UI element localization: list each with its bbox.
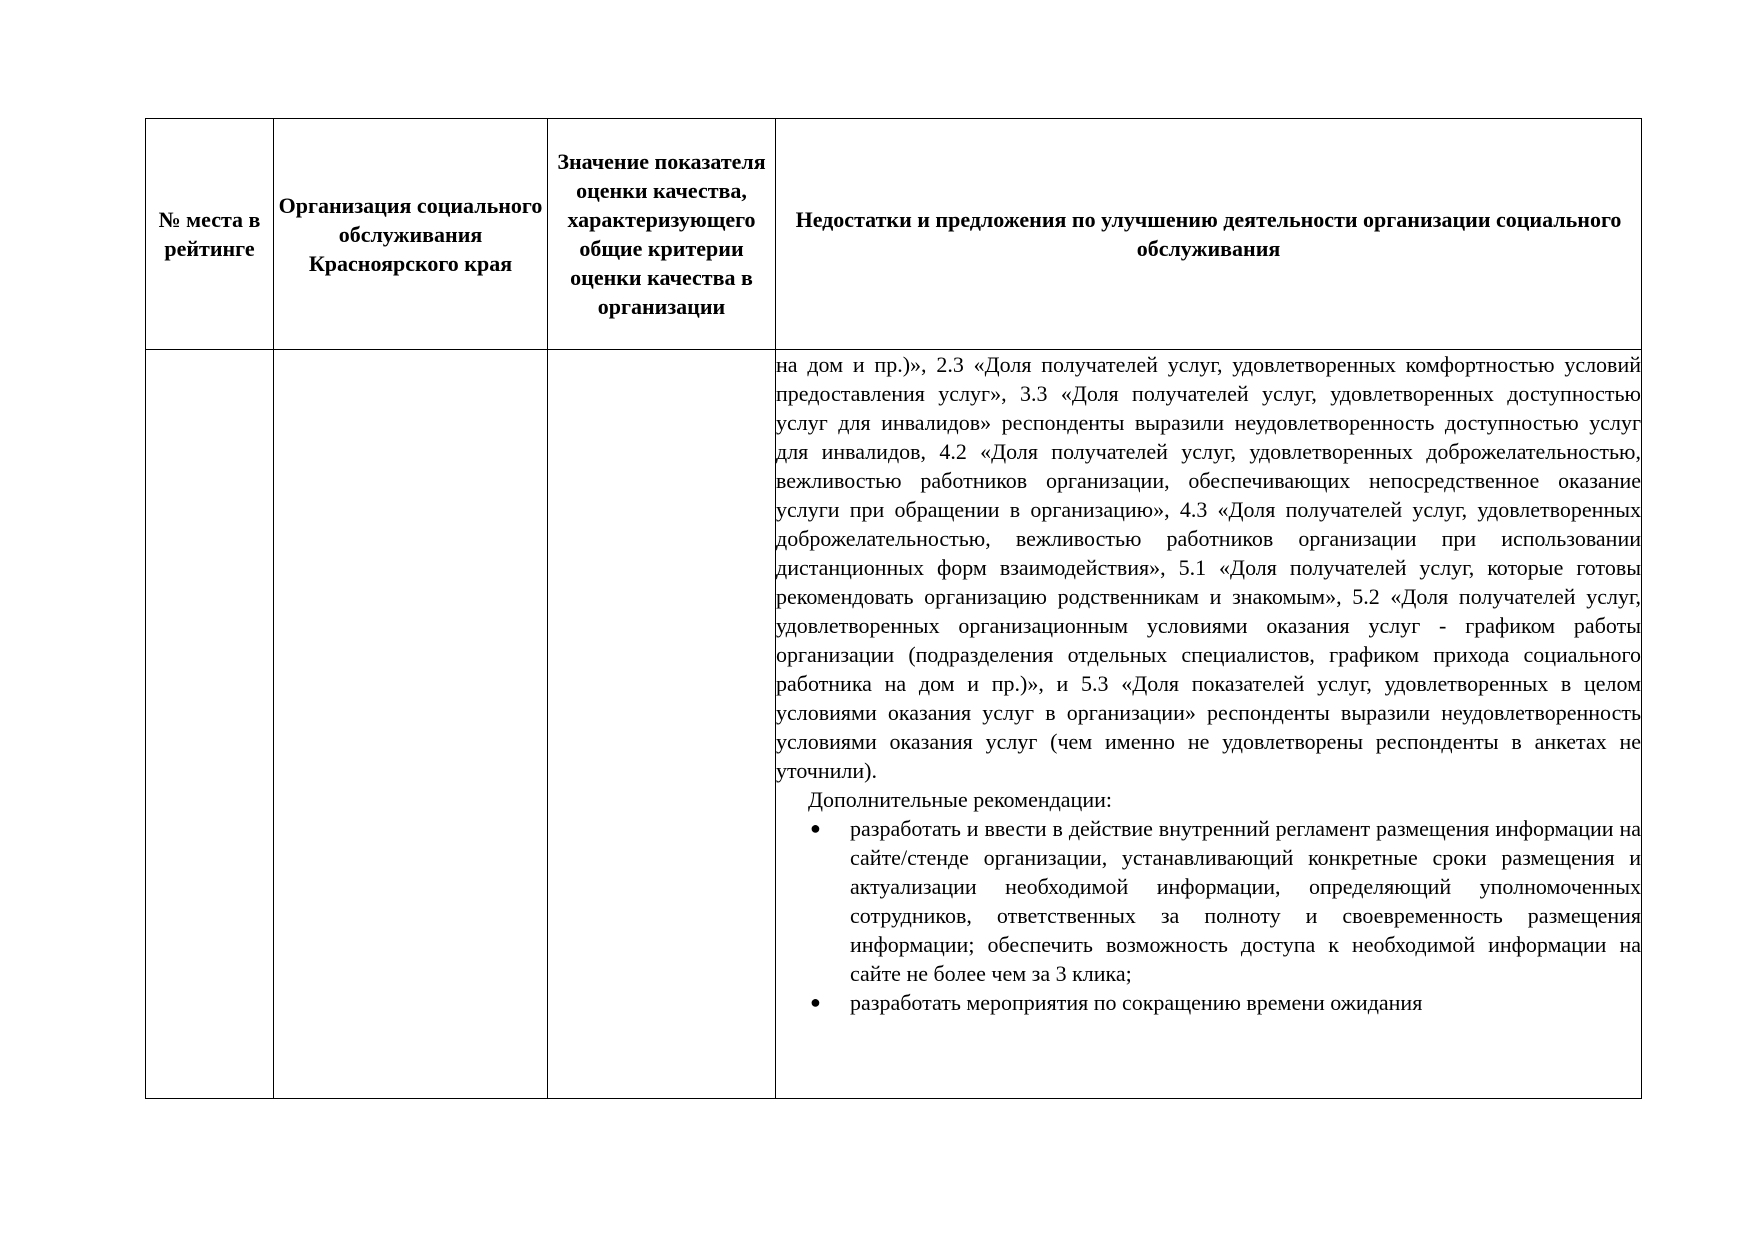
cell-place (146, 350, 274, 1099)
recommendation-text: разработать мероприятия по сокращению времени ожидания (850, 990, 1423, 1015)
additional-recommendations-label: Дополнительные рекомендации: (808, 787, 1112, 812)
header-score (548, 119, 776, 350)
cell-organization (274, 350, 548, 1099)
bullet-icon: ● (810, 818, 821, 838)
header-place (146, 119, 274, 350)
rating-table (145, 118, 1642, 1099)
header-organization (274, 119, 548, 350)
recommendations-list (776, 814, 1641, 1017)
recommendation-text: разработать и ввести в действие внутренний регламент размещения информации на сайте/стенде организации, устанавливающий конкретные сроки размещения и актуализации необходимой информации, определяющий уполномоченных сотрудников, ответственных за полноту и своевременность размещения информации; обеспечить возможность доступа к необходимой информации на сайте не более чем за 3 клика; (850, 816, 1641, 986)
cell-shortcomings (776, 350, 1642, 1099)
list-item (776, 814, 1641, 988)
table-row (146, 350, 1642, 1099)
table-header-row (146, 119, 1642, 350)
header-score-label: Значение показателя оценки качества, характеризующего общие критерии оценки качества в организации (557, 149, 766, 319)
header-place-label: № места в рейтинге (158, 207, 261, 261)
cell-score (548, 350, 776, 1099)
list-item (776, 988, 1641, 1017)
header-shortcomings-label: Недостатки и предложения по улучшению деятельности организации социального обслуживания (795, 207, 1622, 261)
header-organization-label: Организация социального обслуживания Красноярского края (278, 192, 543, 276)
header-shortcomings (776, 119, 1642, 350)
shortcomings-paragraph: на дом и пр.)», 2.3 «Доля получателей услуг, удовлетворенных комфортностью условий предоставления услуг», 3.3 «Доля получателей услуг, удовлетворенных доступностью услуг для инвалидов» респонденты выразили неудовлетворенность доступностью услуг для инвалидов, 4.2 «Доля получателей услуг, удовлетворенных доброжелательностью, вежливостью работников организации, обеспечивающих непосредственное оказание услуги при обращении в организацию», 4.3 «Доля получателей услуг, удовлетворенных доброжелательностью, вежливостью работников организации при использовании дистанционных форм взаимодействия», 5.1 «Доля получателей услуг, которые готовы рекомендовать организацию родственникам и знакомым», 5.2 «Доля получателей услуг, удовлетворенных организационным условиями оказания услуг - графиком работы организации (подразделения отдельных специалистов, графиком прихода социального работника на дом и пр.)», и 5.3 «Доля показателей услуг, удовлетворенных в целом условиями оказания услуг в организации» респонденты выразили неудовлетворенность условиями оказания услуг (чем именно не удовлетворены респонденты в анкетах не уточнили). (776, 352, 1641, 783)
bullet-icon: ● (810, 992, 821, 1012)
